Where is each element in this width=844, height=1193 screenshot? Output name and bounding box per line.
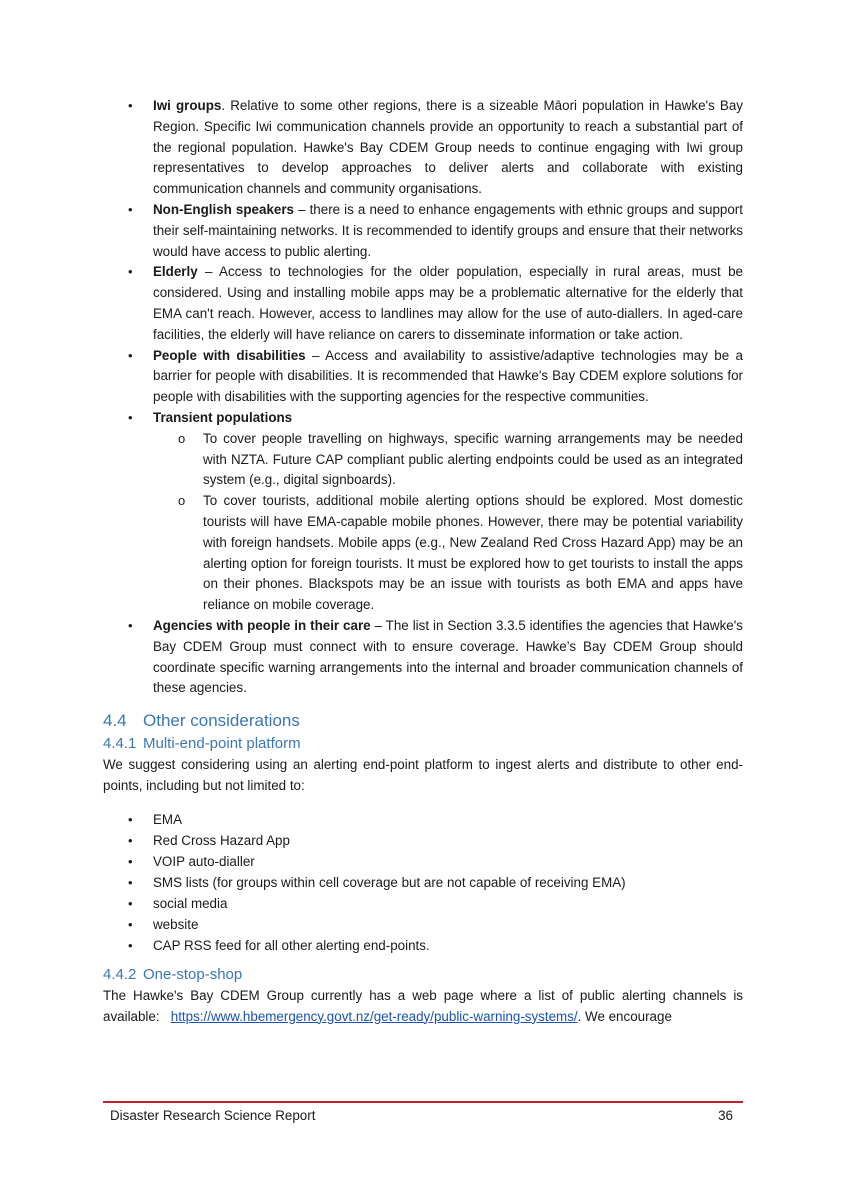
list-item xyxy=(103,914,743,935)
page-body xyxy=(103,96,743,1027)
endpoint-list xyxy=(103,809,743,956)
section-title: Other considerations xyxy=(143,711,300,731)
bullet-text: . Relative to some other regions, there is a sizeable Māori population in Hawke's Bay Region. Specific Iwi communication channels provide an opportunity to reach a substantial part of the regional population. Hawke's Bay CDEM Group needs to continue engaging with Iwi group representatives to develop approaches to deliver alerts and collaborate with existing communication channels and community organisations. xyxy=(153,98,743,197)
section-heading-4-4 xyxy=(103,709,743,733)
bullet-icon: • xyxy=(128,832,133,848)
list-item xyxy=(103,935,743,956)
list-item xyxy=(103,872,743,893)
section-title: Multi-end-point platform xyxy=(143,735,301,753)
list-item xyxy=(103,262,743,345)
endpoint-item: Red Cross Hazard App xyxy=(153,832,290,848)
section-paragraph xyxy=(103,986,743,1028)
bullet-icon: • xyxy=(128,853,133,869)
section-number: 4.4 xyxy=(103,711,127,731)
footer-title: Disaster Research Science Report xyxy=(110,1108,316,1123)
circle-bullet-icon: o xyxy=(178,493,186,509)
considerations-list xyxy=(103,96,743,699)
sub-list-item xyxy=(153,491,743,616)
bullet-icon: • xyxy=(128,98,133,113)
list-item xyxy=(103,408,743,616)
bullet-icon: • xyxy=(128,617,133,633)
section-title: One-stop-shop xyxy=(143,965,243,983)
endpoint-item: CAP RSS feed for all other alerting end-points. xyxy=(153,937,430,953)
bullet-text: – there is a need to enhance engagements with ethnic groups and support their self-maintaining networks. It is recommended to identify groups and ensure that their networks would have access to public alerting. xyxy=(153,201,743,259)
circle-bullet-icon: o xyxy=(178,430,186,446)
endpoint-item: VOIP auto-dialler xyxy=(153,853,255,869)
paragraph-text: The Hawke's Bay CDEM Group currently has a web page where a list of public alerting channels is available: xyxy=(103,987,743,1024)
section-heading-4-4-1 xyxy=(103,733,743,755)
sub-item-text: To cover tourists, additional mobile alerting options should be explored. Most domestic tourists will have EMA-capable mobile phones. However, there may be potential variability with foreign handsets. Mobile apps (e.g., New Zealand Red Cross Hazard App) may be an alerting option for foreign tourists. It must be explored how to get tourists to install the apps on their phones. Blackspots may be an issue with tourists as both EMA and apps have reliance on mobile coverage. xyxy=(203,493,743,613)
list-item xyxy=(103,200,743,262)
bullet-text: – The list in Section 3.3.5 identifies the agencies that Hawke's Bay CDEM Group must connect with to ensure coverage. Hawke’s Bay CDEM Group should coordinate specific warning arrangements into the internal and broader communication channels of these agencies. xyxy=(153,617,743,696)
bullet-icon: • xyxy=(128,937,133,953)
sub-list-item xyxy=(153,429,743,491)
page-number: 36 xyxy=(718,1108,733,1123)
bullet-icon: • xyxy=(128,895,133,911)
bullet-term: Iwi groups xyxy=(153,98,222,113)
bullet-term: People with disabilities xyxy=(153,347,306,363)
bullet-icon: • xyxy=(128,811,133,827)
endpoint-item: SMS lists (for groups within cell coverage but are not capable of receiving EMA) xyxy=(153,874,626,890)
warning-systems-link[interactable]: https://www.hbemergency.govt.nz/get-ready/public-warning-systems/ xyxy=(170,1008,578,1024)
bullet-term: Elderly xyxy=(153,264,198,280)
bullet-icon: • xyxy=(128,347,133,363)
section-number: 4.4.1 xyxy=(103,735,137,753)
paragraph-text-after: . We encourage xyxy=(577,1008,672,1024)
bullet-icon: • xyxy=(128,916,133,932)
list-item xyxy=(103,346,743,408)
bullet-text: – Access to technologies for the older population, especially in rural areas, must be considered. Using and installing mobile apps may be a problematic alternative for the elderly that EMA can't reach. However, access to landlines may allow for the use of auto-diallers. In aged-care facilities, the elderly will have reliance on carers to disseminate information or take action. xyxy=(153,264,743,342)
bullet-term: Transient populations xyxy=(153,409,293,425)
bullet-icon: • xyxy=(128,201,133,217)
bullet-term: Agencies with people in their care xyxy=(153,617,371,633)
list-item xyxy=(103,893,743,914)
bullet-icon: • xyxy=(128,874,133,890)
list-item xyxy=(103,830,743,851)
list-item xyxy=(103,851,743,872)
endpoint-item: social media xyxy=(153,895,228,911)
list-item xyxy=(103,616,743,699)
section-heading-4-4-2 xyxy=(103,964,743,986)
bullet-term: Non-English speakers xyxy=(153,201,294,217)
bullet-text: – Access and availability to assistive/adaptive technologies may be a barrier for people with disabilities. It is recommended that Hawke's Bay CDEM explore solutions for people with disabilities with the supporting agencies for the respective communities. xyxy=(153,347,743,405)
endpoint-item: website xyxy=(153,916,199,932)
list-item xyxy=(103,96,743,200)
section-intro: We suggest considering using an alerting end-point platform to ingest alerts and distribute to other end-points, including but not limited to: xyxy=(103,757,743,793)
bullet-icon: • xyxy=(128,264,133,280)
section-number: 4.4.2 xyxy=(103,965,137,983)
list-item xyxy=(103,809,743,830)
endpoint-item: EMA xyxy=(153,811,183,827)
bullet-icon: • xyxy=(128,409,133,425)
sub-item-text: To cover people travelling on highways, specific warning arrangements may be needed with NZTA. Future CAP compliant public alerting endpoints could be used as an integrated system (e.g., digital signboards). xyxy=(203,430,743,488)
transient-sublist xyxy=(153,429,743,616)
page-footer xyxy=(103,1101,743,1123)
